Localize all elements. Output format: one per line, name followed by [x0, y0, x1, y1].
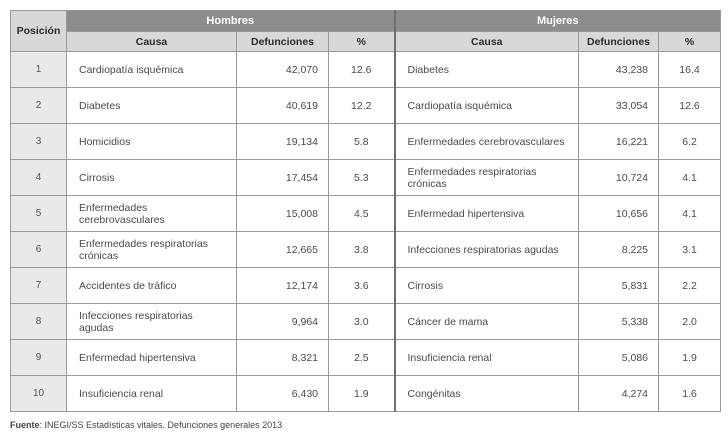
cell-mujeres-pct: 4.1	[659, 196, 721, 232]
cell-mujeres-pct: 1.9	[659, 340, 721, 376]
cell-mujeres-causa: Enfermedad hipertensiva	[395, 196, 579, 232]
source-label: Fuente	[10, 420, 40, 430]
cell-mujeres-defunciones: 5,338	[579, 304, 659, 340]
cell-mujeres-defunciones: 33,054	[579, 88, 659, 124]
cell-hombres-defunciones: 8,321	[237, 340, 329, 376]
cell-mujeres-causa: Insuficiencia renal	[395, 340, 579, 376]
header-mujeres: Mujeres	[395, 11, 721, 32]
cell-mujeres-causa: Diabetes	[395, 52, 579, 88]
cell-posicion: 4	[11, 160, 67, 196]
header-hombres: Hombres	[67, 11, 395, 32]
cell-hombres-causa: Enfermedades respiratorias crónicas	[67, 232, 237, 268]
header-m-defunciones: Defunciones	[579, 32, 659, 52]
cell-mujeres-defunciones: 16,221	[579, 124, 659, 160]
cell-hombres-pct: 3.0	[329, 304, 395, 340]
cell-posicion: 10	[11, 376, 67, 412]
mortality-table	[10, 10, 721, 412]
source-note	[10, 420, 282, 430]
cell-hombres-causa: Cirrosis	[67, 160, 237, 196]
cell-mujeres-defunciones: 5,831	[579, 268, 659, 304]
header-h-causa: Causa	[67, 32, 237, 52]
cell-mujeres-causa: Enfermedades respiratorias crónicas	[395, 160, 579, 196]
cell-hombres-defunciones: 12,174	[237, 268, 329, 304]
table-row	[11, 52, 721, 88]
cell-mujeres-defunciones: 10,656	[579, 196, 659, 232]
cell-mujeres-causa: Cáncer de mama	[395, 304, 579, 340]
cell-mujeres-causa: Cardiopatía isquémica	[395, 88, 579, 124]
cell-hombres-causa: Homicidios	[67, 124, 237, 160]
header-posicion: Posición	[11, 11, 67, 52]
cell-mujeres-pct: 2.2	[659, 268, 721, 304]
cell-hombres-causa: Accidentes de tráfico	[67, 268, 237, 304]
cell-mujeres-causa: Congénitas	[395, 376, 579, 412]
table-body	[11, 52, 721, 412]
table-row	[11, 340, 721, 376]
cell-hombres-pct: 12.6	[329, 52, 395, 88]
cell-hombres-causa: Cardiopatía isquémica	[67, 52, 237, 88]
cell-hombres-pct: 4.5	[329, 196, 395, 232]
table-row	[11, 268, 721, 304]
cell-hombres-defunciones: 15,008	[237, 196, 329, 232]
table-row	[11, 196, 721, 232]
mortality-table-container	[10, 10, 720, 412]
cell-mujeres-pct: 6.2	[659, 124, 721, 160]
cell-posicion: 9	[11, 340, 67, 376]
header-h-pct: %	[329, 32, 395, 52]
cell-mujeres-pct: 4.1	[659, 160, 721, 196]
header-h-defunciones: Defunciones	[237, 32, 329, 52]
cell-hombres-causa: Enfermedades cerebrovasculares	[67, 196, 237, 232]
cell-posicion: 1	[11, 52, 67, 88]
cell-mujeres-pct: 12.6	[659, 88, 721, 124]
cell-mujeres-causa: Infecciones respiratorias agudas	[395, 232, 579, 268]
cell-posicion: 6	[11, 232, 67, 268]
cell-hombres-defunciones: 12,665	[237, 232, 329, 268]
table-row	[11, 304, 721, 340]
cell-hombres-pct: 1.9	[329, 376, 395, 412]
cell-mujeres-defunciones: 8,225	[579, 232, 659, 268]
cell-mujeres-defunciones: 4,274	[579, 376, 659, 412]
table-row	[11, 88, 721, 124]
cell-hombres-pct: 3.8	[329, 232, 395, 268]
cell-posicion: 3	[11, 124, 67, 160]
cell-hombres-pct: 5.3	[329, 160, 395, 196]
cell-posicion: 8	[11, 304, 67, 340]
cell-mujeres-pct: 1.6	[659, 376, 721, 412]
cell-hombres-causa: Infecciones respiratorias agudas	[67, 304, 237, 340]
cell-mujeres-causa: Enfermedades cerebrovasculares	[395, 124, 579, 160]
cell-hombres-defunciones: 40,619	[237, 88, 329, 124]
cell-hombres-defunciones: 9,964	[237, 304, 329, 340]
cell-hombres-defunciones: 19,134	[237, 124, 329, 160]
cell-posicion: 7	[11, 268, 67, 304]
cell-hombres-pct: 2.5	[329, 340, 395, 376]
cell-mujeres-pct: 2.0	[659, 304, 721, 340]
cell-mujeres-defunciones: 43,238	[579, 52, 659, 88]
cell-hombres-causa: Insuficiencia renal	[67, 376, 237, 412]
cell-mujeres-pct: 16.4	[659, 52, 721, 88]
table-row	[11, 160, 721, 196]
cell-hombres-defunciones: 6,430	[237, 376, 329, 412]
cell-posicion: 2	[11, 88, 67, 124]
cell-hombres-defunciones: 17,454	[237, 160, 329, 196]
cell-hombres-pct: 5.8	[329, 124, 395, 160]
cell-hombres-causa: Diabetes	[67, 88, 237, 124]
cell-mujeres-defunciones: 5,086	[579, 340, 659, 376]
header-m-pct: %	[659, 32, 721, 52]
table-row	[11, 124, 721, 160]
source-text: : INEGI/SS Estadísticas vitales. Defunciones generales 2013	[39, 420, 283, 430]
cell-hombres-defunciones: 42,070	[237, 52, 329, 88]
header-m-causa: Causa	[395, 32, 579, 52]
table-row	[11, 232, 721, 268]
cell-hombres-pct: 12.2	[329, 88, 395, 124]
table-row	[11, 376, 721, 412]
cell-posicion: 5	[11, 196, 67, 232]
cell-hombres-pct: 3.6	[329, 268, 395, 304]
cell-mujeres-defunciones: 10,724	[579, 160, 659, 196]
cell-mujeres-causa: Cirrosis	[395, 268, 579, 304]
cell-hombres-causa: Enfermedad hipertensiva	[67, 340, 237, 376]
cell-mujeres-pct: 3.1	[659, 232, 721, 268]
